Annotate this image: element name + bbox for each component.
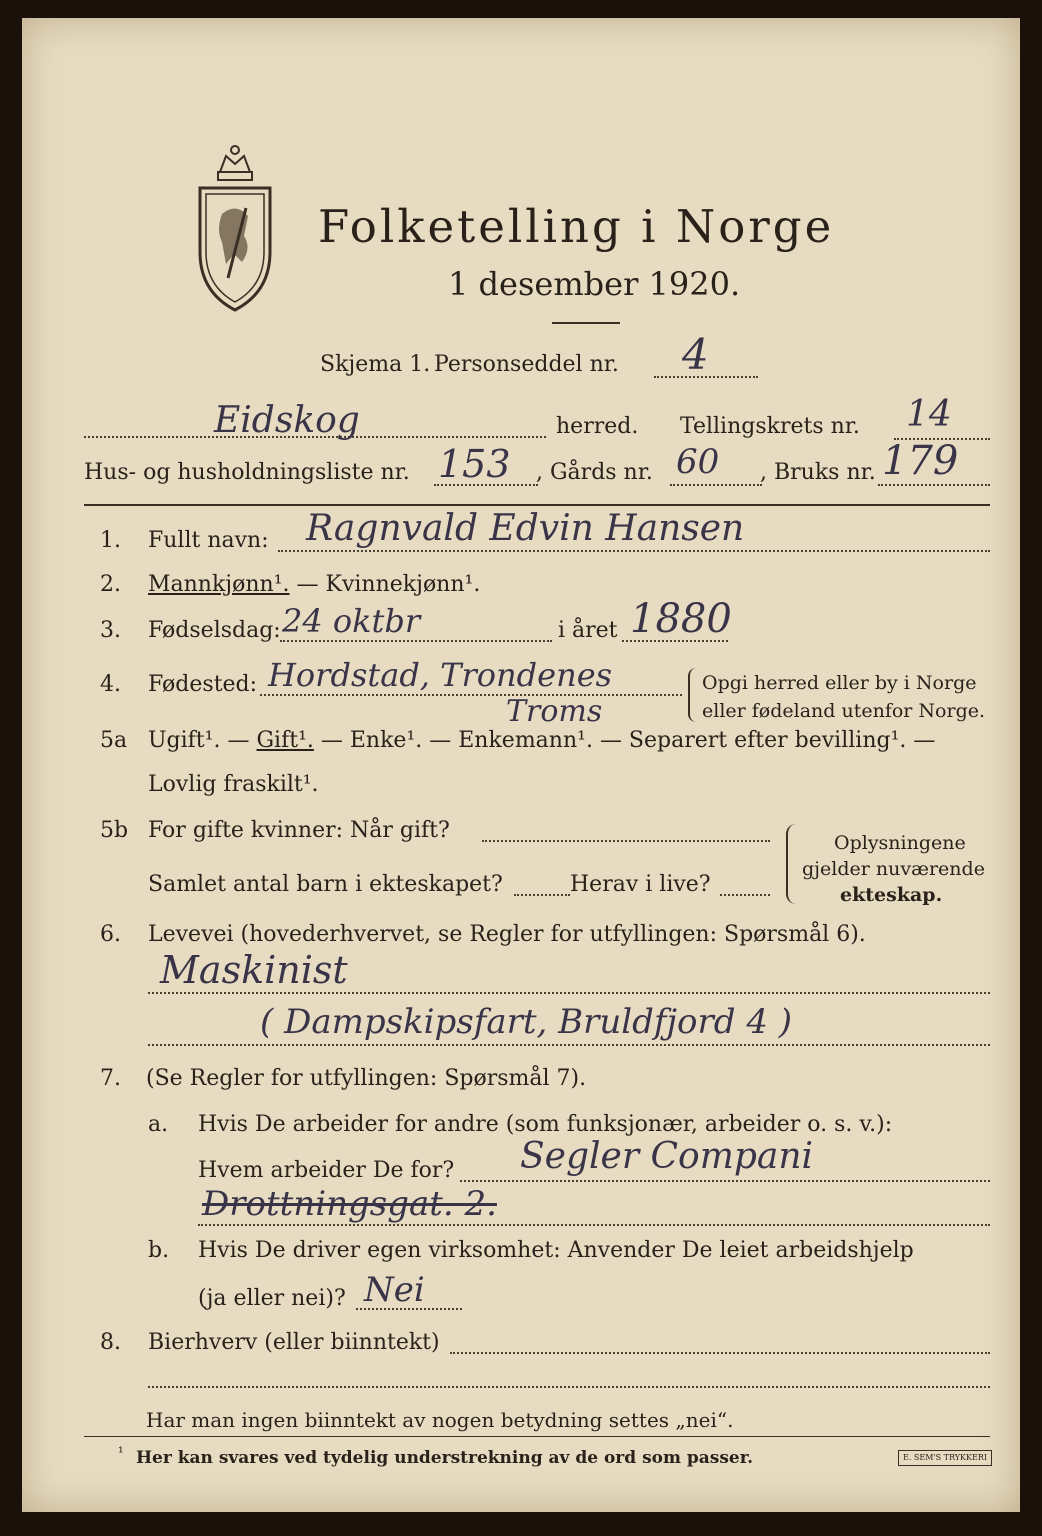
q5b-note-line1: Oplysningene (834, 832, 966, 854)
q7b-letter: b. (148, 1238, 170, 1263)
q4-note-line2: eller fødeland utenfor Norge. (702, 700, 986, 722)
husliste-label: Hus- og husholdningsliste nr. (84, 460, 410, 485)
q7a-employer-label: Hvem arbeider De for? (198, 1158, 455, 1183)
census-date: 1 desember 1920. (448, 265, 741, 303)
q5b-note-line3: ekteskap. (840, 884, 943, 906)
q4-brace (688, 668, 696, 722)
q4-number: 4. (100, 672, 121, 697)
q5a-ugift-option[interactable]: Ugift¹. (148, 728, 221, 753)
full-name-value[interactable]: Ragnvald Edvin Hansen (306, 508, 745, 549)
q8-line1 (450, 1352, 990, 1354)
q7a-label: Hvis De arbeider for andre (som funksjonær, arbeider o. s. v.): (198, 1112, 893, 1137)
q2-separator: — (289, 572, 326, 597)
q2-options (148, 574, 480, 596)
printer-stamp: E. SEM'S TRYKKERI (898, 1450, 992, 1466)
divider (552, 322, 620, 324)
q5b-number: 5b (100, 818, 129, 843)
gards-line (670, 484, 762, 486)
gards-value[interactable]: 60 (676, 442, 720, 482)
form-title: Folketelling i Norge (318, 200, 835, 253)
q5a-number: 5a (100, 728, 128, 753)
occupation-detail-value[interactable]: ( Dampskipsfart, Bruldfjord 4 ) (260, 1002, 793, 1042)
q5b-brace (786, 824, 796, 904)
q4-note-line1: Opgi herred eller by i Norge (702, 672, 977, 694)
q7a-employer-line (460, 1180, 990, 1182)
q5b-married-when-line (482, 840, 770, 842)
q2-male-option[interactable]: Mannkjønn¹. (148, 572, 290, 597)
bruks-value[interactable]: 179 (882, 438, 959, 484)
census-form (22, 18, 1020, 1512)
q7a-employer-line2 (198, 1224, 990, 1226)
tellingskrets-label: Tellingskrets nr. (680, 414, 860, 439)
q2-number: 2. (100, 572, 121, 597)
header-divider (84, 504, 990, 506)
q5b-alive-label: Herav i live? (570, 872, 711, 897)
personseddel-value[interactable]: 4 (682, 330, 709, 379)
birthplace-county-value[interactable]: Troms (506, 694, 603, 729)
q5a-line2[interactable]: Lovlig fraskilt¹. (148, 772, 319, 797)
birthdate-value[interactable]: 24 oktbr (282, 602, 421, 640)
bruks-label: , Bruks nr. (760, 460, 876, 485)
employer-value[interactable]: Segler Compani (520, 1136, 814, 1177)
employer-address-value[interactable]: Drottningsgat. 2. (202, 1184, 497, 1224)
q5b-children-line (514, 894, 570, 896)
q3-line (280, 640, 552, 642)
q5a-other-options[interactable]: — Enke¹. — Enkemann¹. — Separert efter bevilling¹. — (313, 728, 936, 753)
occupation-value[interactable]: Maskinist (160, 948, 348, 992)
gards-label: , Gårds nr. (536, 460, 653, 485)
q6-line2 (148, 1044, 990, 1046)
q1-line (278, 550, 990, 552)
husliste-value[interactable]: 153 (438, 442, 511, 486)
q8-label: Bierhverv (eller biinntekt) (148, 1330, 440, 1355)
q8-number: 8. (100, 1330, 121, 1355)
tellingskrets-value[interactable]: 14 (906, 394, 952, 435)
q5b-note-line2: gjelder nuværende (802, 858, 985, 880)
q5a-separator: — (220, 728, 257, 753)
q2-female-option[interactable]: Kvinnekjønn¹. (325, 572, 481, 597)
q8-line2 (148, 1386, 990, 1388)
q6-label: Levevei (hovederhvervet, se Regler for utfyllingen: Spørsmål 6). (148, 922, 866, 947)
footnote-mark: ¹ (118, 1445, 124, 1461)
q3-year-label: i året (558, 618, 618, 643)
q4-label: Fødested: (148, 672, 258, 697)
personseddel-label: Personseddel nr. (434, 352, 619, 377)
q7a-letter: a. (148, 1112, 169, 1137)
q5a-options (148, 730, 935, 752)
q5b-married-when-label: For gifte kvinner: Når gift? (148, 818, 450, 843)
birthplace-value[interactable]: Hordstad, Trondenes (268, 656, 613, 694)
q1-label: Fullt navn: (148, 528, 269, 553)
q7b-label: Hvis De driver egen virksomhet: Anvender De leiet arbeidshjelp (198, 1238, 914, 1263)
q1-number: 1. (100, 528, 121, 553)
birth-year-value[interactable]: 1880 (630, 596, 732, 642)
q5a-gift-option[interactable]: Gift¹. (256, 728, 314, 753)
q6-line1 (148, 992, 990, 994)
hired-help-value[interactable]: Nei (364, 1270, 425, 1310)
q3-label: Fødselsdag: (148, 618, 281, 643)
q5b-alive-line (720, 894, 770, 896)
bruks-line (878, 484, 990, 486)
footer-divider (84, 1436, 990, 1437)
footnote: Her kan svares ved tydelig understrekning av de ord som passer. (136, 1448, 754, 1468)
q7b-label2: (ja eller nei)? (198, 1286, 346, 1311)
q5b-children-label: Samlet antal barn i ekteskapet? (148, 872, 503, 897)
q7-label: (Se Regler for utfyllingen: Spørsmål 7). (146, 1066, 587, 1091)
herred-label: herred. (556, 414, 639, 439)
nei-note: Har man ingen biinntekt av nogen betydning settes „nei“. (146, 1408, 734, 1432)
q7-number: 7. (100, 1066, 121, 1091)
q4-line (260, 694, 682, 696)
q6-number: 6. (100, 922, 121, 947)
q3-number: 3. (100, 618, 121, 643)
herred-value[interactable]: Eidskog (214, 400, 360, 441)
coat-of-arms-icon (192, 142, 278, 316)
skjema-label: Skjema 1. (320, 352, 431, 377)
